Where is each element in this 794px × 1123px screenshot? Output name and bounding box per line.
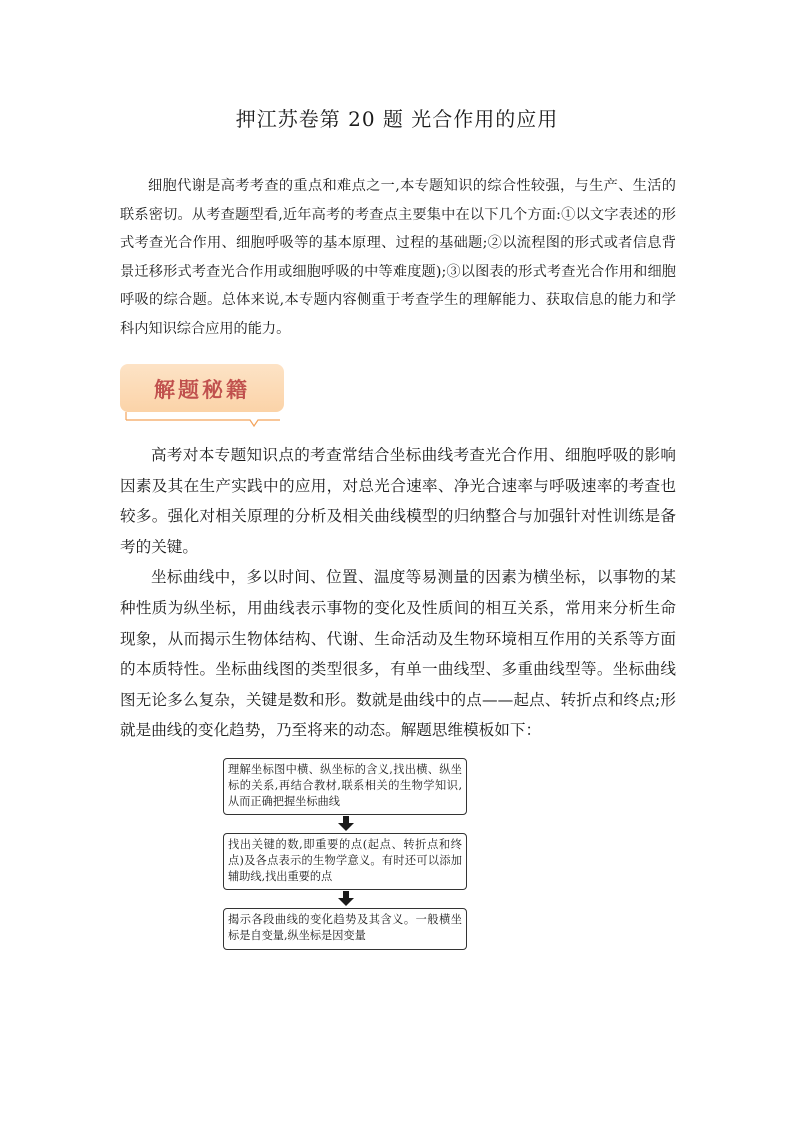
section-body [120, 440, 676, 746]
body-paragraph-1: 高考对本专题知识点的考查常结合坐标曲线考查光合作用、细胞呼吸的影响因素及其在生产实践中的应用，对总光合速率、净光合速率与呼吸速率的考查也较多。强化对相关原理的分析及相关曲线模型的归纳整合与加强针对性训练是备考的关键。 [120, 446, 676, 556]
arrow-down-icon [336, 816, 356, 832]
section-badge [120, 364, 284, 414]
arrow-down-icon [336, 891, 356, 907]
flowchart-step-3: 揭示各段曲线的变化趋势及其含义。一般横坐标是自变量,纵坐标是因变量 [223, 908, 467, 950]
flowchart-step-1: 理解坐标图中横、纵坐标的含义,找出横、纵坐标的关系,再结合教材,联系相关的生物学知识,从而正确把握坐标曲线 [223, 758, 467, 815]
badge-label: 解题秘籍 [154, 378, 250, 402]
body-paragraph-2: 坐标曲线中，多以时间、位置、温度等易测量的因素为横坐标，以事物的某种性质为纵坐标，用曲线表示事物的变化及性质间的相互关系，常用来分析生命现象，从而揭示生物体结构、代谢、生命活动及生物环境相互作用的关系等方面的本质特性。坐标曲线图的类型很多，有单一曲线型、多重曲线型等。坐标曲线图无论多么复杂，关键是数和形。数就是曲线中的点——起点、转折点和终点;形就是曲线的变化趋势，乃至将来的动态。解题思维模板如下： [120, 568, 676, 740]
page-title: 押江苏卷第 20 题 光合作用的应用 [235, 107, 559, 131]
intro-paragraph: 细胞代谢是高考考查的重点和难点之一,本专题知识的综合性较强，与生产、生活的联系密切。从考查题型看,近年高考的考查点主要集中在以下几个方面:①以文字表述的形式考查光合作用、细胞呼吸等的基本原理、过程的基础题;②以流程图的形式或者信息背景迁移形式考查光合作用或细胞呼吸的中等难度题);③以图表的形式考查光合作用和细胞呼吸的综合题。总体来说,本专题内容侧重于考查学生的理解能力、获取信息的能力和学科内知识综合应用的能力。 [120, 178, 676, 337]
flowchart-step-2: 找出关键的数,即重要的点(起点、转折点和终点)及各点表示的生物学意义。有时还可以添加辅助线,找出重要的点 [223, 833, 467, 890]
